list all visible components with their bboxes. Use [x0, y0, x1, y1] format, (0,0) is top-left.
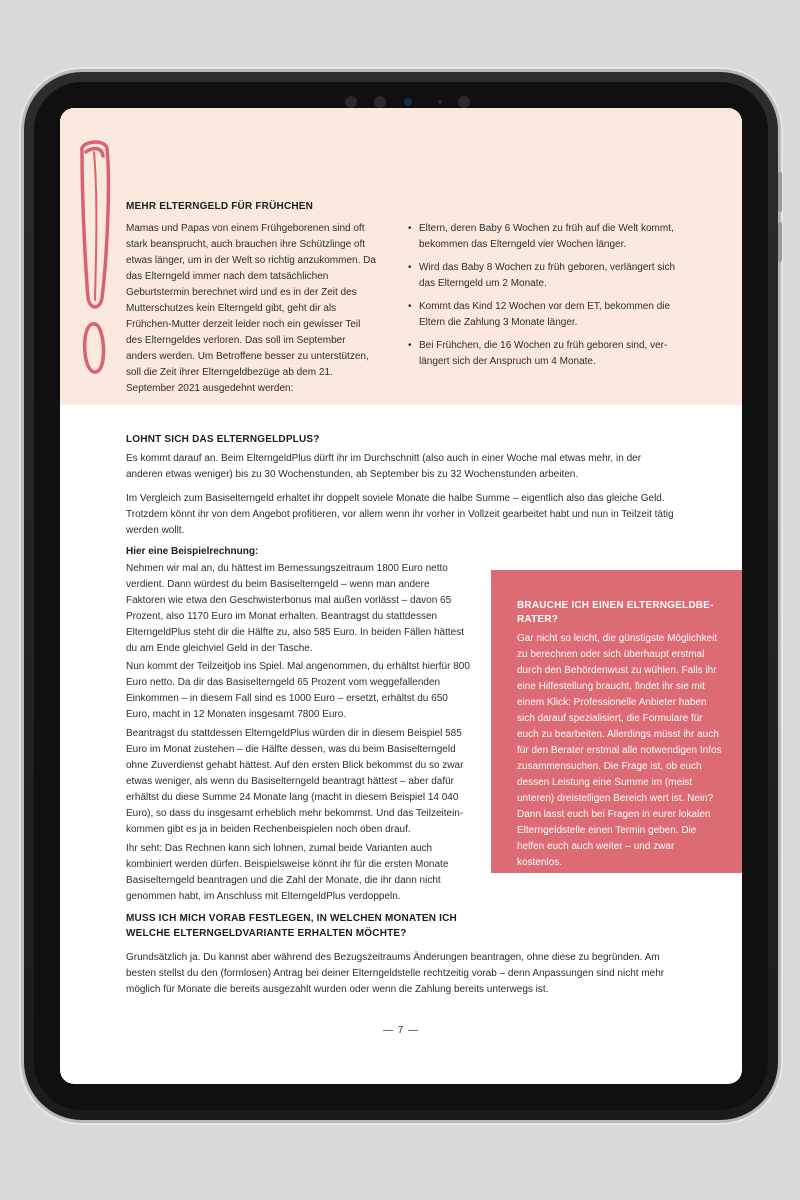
fruehchen-text: Mamas und Papas von einem Frühgeborenen sind oft stark beansprucht, auch brauchen ihre Schützlinge oft etwas länger, um in der Welt so richtig anzukommen. Da das Elterngeld immer nach dem tatsächlichen Geburtstermin berechnet wird und es in der Zeit des Mutterschutzes kein Elterngeld gibt, geht dir als Frühchen-Mutter derzeit leider noch ein gewisser Teil des Elterngeldes verloren. Das soll im September anders werden. Um Betroffene besser zu unterstützen, soll die Zeit ihrer Elterngeldbezüge ab dem 21. September 2021 ausgedehnt werden:	[126, 223, 376, 394]
sensor-icon	[374, 96, 386, 108]
calculation-paragraph-3: Beantragst du stattdessen ElterngeldPlus würden dir in diesem Beispiel 585 Euro im Monat zustehen – die Hälfte dessen, was du beim Basiselterngeld ohne Zuverdienst gehabt hättest. Auf den ersten Blick bekommst du so zwar etwas weniger, als wenn du Basiselterngeld beantragt hättest – aber dafür erhältst du diese Summe 24 Monate lang (macht in diesem Beispiel 14 040 Euro), so dass du insgesamt erheblich mehr bekommst. Und das Teilzeiteinkommen gibt es ja in beiden Rechenbeispielen noch oben drauf.	[126, 728, 464, 835]
list-item: • Wird das Baby 8 Wochen zu früh geboren, verlängert sich das Elterngeld um 2 Monate.	[408, 260, 680, 292]
sidebar-text: Gar nicht so leicht, die günstigste Möglichkeit zu berechnen oder sich überhaupt erstmal durch den Behördenwust zu wühlen. Falls ihr eine Hilfestellung braucht, findet ihr sie mit einem Klick: Professionelle Anbieter haben sich darauf spezialisiert, die Formulare für euch zu bearbeiten. Allerdings müsst ihr auch für den Berater erstmal alle notwendigen Infos zusammensuchen. Die Frage ist, ob euch dessen Leistung eine Summe im (meist unteren) dreistelligen Bereich wert ist. Nein? Dann lasst euch bei Fragen in eurer lokalen Elterngeldstelle einen Termin geben. Die helfen euch auch weiter – und zwar kostenlos.	[517, 633, 722, 868]
volume-up-button	[778, 172, 782, 212]
sidebar-heading: BRAUCHE ICH EINEN ELTERNGELDBERATER?	[517, 600, 714, 625]
elterngeldplus-paragraph-2: Im Vergleich zum Basiselterngeld erhaltet ihr doppelt soviele Monate die halbe Summe – eigentlich also das gleiche Geld. Trotzdem könnt ihr von dem Angebot profitieren, vor allem wenn ihr vorher in Vollzeit gearbeitet habt und nun in Teilzeit tätig werden wollt.	[126, 493, 674, 536]
list-item: • Kommt das Kind 12 Wochen vor dem ET, bekommen die Eltern die Zahlung 3 Monate länger.	[408, 299, 680, 331]
exclamation-mark-icon	[74, 138, 114, 378]
list-item: • Bei Frühchen, die 16 Wochen zu früh geboren sind, verlängert sich der Anspruch um 4 Monate.	[408, 338, 680, 370]
tablet-device	[24, 72, 778, 1120]
sensor-icon	[438, 100, 442, 104]
fruehchen-heading: MEHR ELTERNGELD FÜR FRÜHCHEN	[126, 201, 314, 212]
calculation-paragraph-4: Ihr seht: Das Rechnen kann sich lohnen, zumal beide Varianten auch kombiniert werden dürfen. Beispielsweise könnt ihr für die ersten Monate Basiselterngeld beantragen und die Zahl der Monate, die ihr dann nicht genommen habt, im Anschluss mit ElterngeldPlus verdoppeln.	[126, 843, 449, 902]
festlegen-heading: MUSS ICH MICH VORAB FESTLEGEN, IN WELCHEN MONATEN ICH WELCHE ELTERNGELDVARIANTE ERHALTEN MÖCHTE?	[126, 913, 457, 939]
calculation-paragraph-1: Nehmen wir mal an, du hättest im Bemessungszeitraum 1800 Euro netto verdient. Dann würdest du beim Basiselterngeld – wenn man andere Faktoren wie etwa den Geschwisterbonus mal außen vorlässt – davon 65 Prozent, also 1170 Euro im Monat erhalten. Beantragst du stattdessen ElterngeldPlus steht dir die Hälfte zu, also 585 Euro. In beiden Fällen hättest du am Ende gleichviel Geld in der Tasche.	[126, 563, 464, 654]
fruehchen-bullet-list	[408, 221, 680, 377]
sensor-icon	[458, 96, 470, 108]
calculation-paragraph-2: Nun kommt der Teilzeitjob ins Spiel. Mal angenommen, du erhältst hierfür 800 Euro netto. Da dir das Basiselterngeld 65 Prozent vom weggefallenden Einkommen – in diesem Fall sind es 1000 Euro – ersetzt, erhältst du 650 Euro, macht in 12 Monaten insgesamt 7800 Euro.	[126, 661, 470, 720]
fruehchen-panel	[60, 108, 742, 405]
elterngeldplus-heading: LOHNT SICH DAS ELTERNGELDPLUS?	[126, 434, 320, 445]
list-item: • Eltern, deren Baby 6 Wochen zu früh auf die Welt kommt, bekommen das Elterngeld vier Wochen länger.	[408, 221, 680, 253]
camera-icon	[404, 98, 412, 106]
volume-down-button	[778, 222, 782, 262]
document-page[interactable]	[60, 108, 742, 1084]
example-calculation-heading: Hier eine Beispielrechnung:	[126, 546, 259, 557]
sensor-icon	[345, 96, 357, 108]
page-number: — 7 —	[382, 1025, 420, 1036]
elterngeldplus-paragraph-1: Es kommt darauf an. Beim ElterngeldPlus dürft ihr im Durchschnitt (also auch in einer Woche mal etwas mehr, in der anderen etwas weniger) bis zu 30 Wochenstunden, ab September bis zu 32 Wochenstunden arbeiten.	[126, 453, 642, 480]
festlegen-text: Grundsätzlich ja. Du kannst aber während des Bezugszeitraums Änderungen beantragen, ohne diese zu begründen. Am besten stellst du den (formlosen) Antrag bei deiner Elterngeldstelle rechtzeitig vorab – denn Anpassungen sind nicht mehr möglich für Monate die bereits ausgezahlt wurden oder wenn die Zahlung bereits unterwegs ist.	[126, 952, 665, 995]
elterngeldberater-sidebar	[491, 570, 742, 873]
